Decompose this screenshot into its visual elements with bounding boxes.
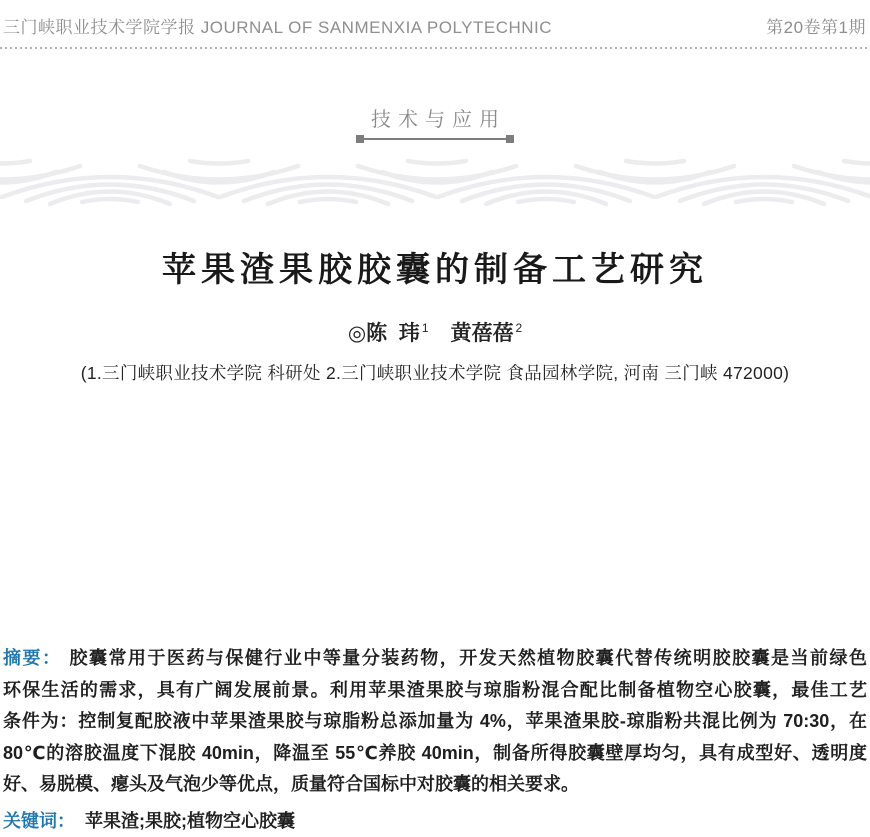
- issue-label: 第20卷第1期: [766, 13, 866, 38]
- keywords-label: 关键词：: [3, 811, 75, 831]
- section-tag: [0, 103, 870, 140]
- keywords-line: [3, 806, 867, 837]
- abstract-label: 摘要：: [3, 648, 61, 668]
- abstract-line: 条件为：控制复配胶液中苹果渣果胶与琼脂粉总添加量为 4%，苹果渣果胶-琼脂粉共混比例为 70:30，在: [3, 706, 867, 738]
- author-marker-icon: ◎: [348, 322, 366, 345]
- section-tag-label: 技术与应用: [364, 103, 506, 132]
- abstract-block: [0, 643, 870, 837]
- section-tag-underline: [358, 138, 512, 140]
- author-sup-1: 1: [422, 321, 429, 335]
- journal-header: [0, 0, 870, 47]
- author-name-2: 黄蓓蓓: [451, 322, 514, 345]
- keywords-text: 苹果渣;果胶;植物空心胶囊: [85, 811, 295, 831]
- authors-line: [0, 317, 870, 347]
- author-name-1: 陈 玮: [366, 322, 420, 345]
- abstract-line: 环保生活的需求，具有广阔发展前景。利用苹果渣果胶与琼脂粉混合配比制备植物空心胶囊，最佳工艺: [3, 675, 867, 707]
- header-dotted-rule: [0, 47, 870, 49]
- journal-title: 三门峡职业技术学院学报 JOURNAL OF SANMENXIA POLYTECHNIC: [3, 13, 552, 38]
- abstract-line: [3, 643, 867, 675]
- author-sup-2: 2: [516, 321, 523, 335]
- abstract-line: 好、易脱模、瘪头及气泡少等优点，质量符合国标中对胶囊的相关要求。: [3, 769, 867, 801]
- abstract-text: 胶囊常用于医药与保健行业中等量分装药物，开发天然植物胶囊代替传统明胶胶囊是当前绿色: [69, 648, 867, 668]
- page-title: 苹果渣果胶胶囊的制备工艺研究: [0, 242, 870, 291]
- abstract-line: 80℃的溶胶温度下混胶 40min，降温至 55℃养胶 40min，制备所得胶囊壁厚均匀，具有成型好、透明度: [3, 738, 867, 770]
- wave-decoration: [0, 152, 870, 210]
- affiliation: (1.三门峡职业技术学院 科研处 2.三门峡职业技术学院 食品园林学院, 河南 三门峡 472000): [0, 360, 870, 385]
